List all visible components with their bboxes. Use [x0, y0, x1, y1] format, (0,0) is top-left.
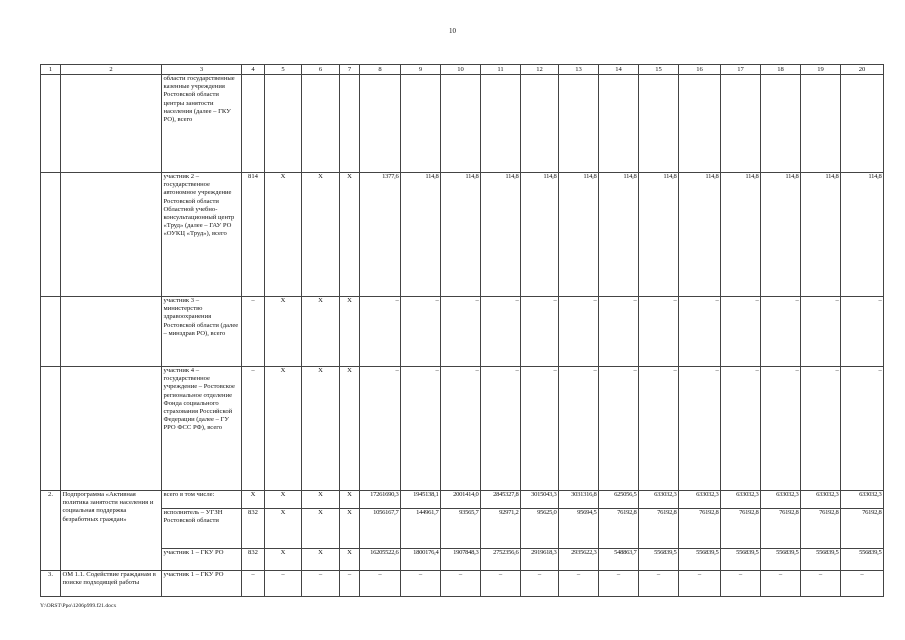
row-number	[41, 75, 61, 173]
code-cell: Х	[340, 173, 360, 297]
value-cell: –	[679, 297, 721, 367]
row-number	[41, 297, 61, 367]
value-cell: 556839,5	[841, 549, 884, 571]
column-number: 17	[721, 65, 761, 75]
value-cell: –	[559, 571, 599, 597]
code-cell: Х	[265, 509, 302, 549]
participant-name: области государственные казенные учреждения Ростовской области центры занятости населения (далее – ГКУ РО), всего	[162, 75, 242, 173]
value-cell: 114,8	[441, 173, 481, 297]
value-cell: 633032,3	[761, 491, 801, 509]
participant-name: участник 1 – ГКУ РО	[162, 571, 242, 597]
code-cell: Х	[302, 297, 340, 367]
column-number: 7	[340, 65, 360, 75]
value-cell: 114,8	[639, 173, 679, 297]
value-cell: 1907848,3	[441, 549, 481, 571]
value-cell: 114,8	[599, 173, 639, 297]
value-cell: 556839,5	[721, 549, 761, 571]
table-row	[41, 173, 884, 297]
program-name	[61, 173, 162, 297]
value-cell	[721, 75, 761, 173]
value-cell: 633032,3	[721, 491, 761, 509]
code-cell	[242, 75, 265, 173]
value-cell: 3015043,3	[521, 491, 559, 509]
value-cell: –	[841, 367, 884, 491]
code-cell: Х	[340, 367, 360, 491]
value-cell	[521, 75, 559, 173]
column-number: 5	[265, 65, 302, 75]
participant-name: участник 3 – министерство здравоохранения Ростовской области (далее – минздрав РО), всего	[162, 297, 242, 367]
code-cell: Х	[340, 509, 360, 549]
code-cell: –	[242, 367, 265, 491]
value-cell: –	[441, 571, 481, 597]
value-cell: 2001414,0	[441, 491, 481, 509]
column-number: 4	[242, 65, 265, 75]
value-cell: –	[801, 571, 841, 597]
column-number: 16	[679, 65, 721, 75]
budget-table	[40, 64, 884, 597]
value-cell: –	[721, 571, 761, 597]
table-row	[41, 367, 884, 491]
column-number: 10	[441, 65, 481, 75]
value-cell: –	[721, 367, 761, 491]
value-cell: –	[521, 297, 559, 367]
value-cell	[801, 75, 841, 173]
value-cell	[679, 75, 721, 173]
value-cell: 548863,7	[599, 549, 639, 571]
column-number: 3	[162, 65, 242, 75]
value-cell: 114,8	[721, 173, 761, 297]
value-cell: –	[841, 297, 884, 367]
code-cell: Х	[265, 491, 302, 509]
code-cell: 832	[242, 509, 265, 549]
column-number: 11	[481, 65, 521, 75]
value-cell: –	[801, 297, 841, 367]
value-cell: 95694,5	[559, 509, 599, 549]
value-cell: 92971,2	[481, 509, 521, 549]
code-cell: –	[340, 571, 360, 597]
value-cell: –	[801, 367, 841, 491]
value-cell: 1377,6	[360, 173, 401, 297]
code-cell: –	[242, 297, 265, 367]
value-cell: 144961,7	[401, 509, 441, 549]
code-cell: Х	[265, 367, 302, 491]
column-number: 14	[599, 65, 639, 75]
code-cell	[302, 75, 340, 173]
value-cell	[559, 75, 599, 173]
value-cell: 3031316,8	[559, 491, 599, 509]
row-number	[41, 173, 61, 297]
program-name: Подпрограмма «Активная политика занятости населения и социальная поддержка безработных граждан»	[61, 491, 162, 571]
code-cell: –	[302, 571, 340, 597]
code-cell: Х	[302, 173, 340, 297]
value-cell: 76192,8	[679, 509, 721, 549]
value-cell: –	[521, 571, 559, 597]
code-cell: Х	[302, 367, 340, 491]
program-name	[61, 367, 162, 491]
table-row	[41, 571, 884, 597]
code-cell: Х	[265, 173, 302, 297]
value-cell: –	[401, 297, 441, 367]
row-number	[41, 367, 61, 491]
value-cell: –	[841, 571, 884, 597]
code-cell: –	[242, 571, 265, 597]
value-cell: –	[441, 367, 481, 491]
value-cell: –	[401, 367, 441, 491]
value-cell: 114,8	[559, 173, 599, 297]
value-cell: 95625,0	[521, 509, 559, 549]
value-cell: –	[559, 297, 599, 367]
value-cell: –	[599, 367, 639, 491]
value-cell: 633032,3	[639, 491, 679, 509]
value-cell: 625056,5	[599, 491, 639, 509]
value-cell: 114,8	[521, 173, 559, 297]
table-row	[41, 297, 884, 367]
participant-name: исполнитель – УГЗН Ростовской области	[162, 509, 242, 549]
value-cell: 76192,8	[761, 509, 801, 549]
value-cell: 633032,3	[679, 491, 721, 509]
file-path-footer: Y:\ORST\Ppo\1206p999.f21.docx	[40, 603, 117, 609]
value-cell	[841, 75, 884, 173]
value-cell: 1056167,7	[360, 509, 401, 549]
value-cell: –	[721, 297, 761, 367]
value-cell: –	[679, 571, 721, 597]
value-cell: –	[679, 367, 721, 491]
value-cell: 556839,5	[679, 549, 721, 571]
column-number: 19	[801, 65, 841, 75]
table-row	[41, 549, 884, 571]
code-cell: Х	[302, 491, 340, 509]
column-number-row	[41, 65, 884, 75]
code-cell: Х	[340, 549, 360, 571]
program-name	[61, 297, 162, 367]
value-cell: –	[360, 367, 401, 491]
table-row	[41, 491, 884, 509]
value-cell	[639, 75, 679, 173]
code-cell	[340, 75, 360, 173]
code-cell: Х	[242, 491, 265, 509]
value-cell: –	[481, 571, 521, 597]
value-cell: 1800176,4	[401, 549, 441, 571]
code-cell: –	[265, 571, 302, 597]
value-cell: 93565,7	[441, 509, 481, 549]
value-cell: 76192,8	[721, 509, 761, 549]
value-cell: –	[761, 367, 801, 491]
value-cell: 76192,8	[599, 509, 639, 549]
code-cell: Х	[340, 297, 360, 367]
value-cell: 16205522,6	[360, 549, 401, 571]
code-cell: Х	[265, 549, 302, 571]
column-number: 20	[841, 65, 884, 75]
value-cell: 2845327,8	[481, 491, 521, 509]
value-cell: –	[481, 367, 521, 491]
value-cell: –	[599, 297, 639, 367]
value-cell: 114,8	[801, 173, 841, 297]
table-row	[41, 75, 884, 173]
value-cell: –	[401, 571, 441, 597]
value-cell: –	[521, 367, 559, 491]
code-cell: Х	[265, 297, 302, 367]
value-cell: –	[761, 571, 801, 597]
value-cell	[761, 75, 801, 173]
column-number: 6	[302, 65, 340, 75]
value-cell: –	[639, 297, 679, 367]
value-cell: –	[639, 367, 679, 491]
value-cell: –	[761, 297, 801, 367]
participant-name: участник 2 – государственное автономное учреждение Ростовской области Областной учебно-консультационный центр «Труд» (далее – ГАУ РО «ОУКЦ «Труд»), всего	[162, 173, 242, 297]
value-cell: 633032,3	[841, 491, 884, 509]
row-number: 3.	[41, 571, 61, 597]
value-cell	[360, 75, 401, 173]
value-cell: 556839,5	[761, 549, 801, 571]
column-number: 15	[639, 65, 679, 75]
value-cell: 114,8	[679, 173, 721, 297]
value-cell: –	[559, 367, 599, 491]
column-number: 1	[41, 65, 61, 75]
value-cell: 114,8	[761, 173, 801, 297]
value-cell: –	[360, 297, 401, 367]
code-cell	[265, 75, 302, 173]
program-name	[61, 75, 162, 173]
value-cell: 114,8	[401, 173, 441, 297]
value-cell: 114,8	[481, 173, 521, 297]
column-number: 13	[559, 65, 599, 75]
value-cell: 2752356,6	[481, 549, 521, 571]
column-number: 18	[761, 65, 801, 75]
column-number: 2	[61, 65, 162, 75]
value-cell: –	[599, 571, 639, 597]
page-number: 10	[449, 27, 456, 35]
column-number: 9	[401, 65, 441, 75]
participant-name: участник 1 – ГКУ РО	[162, 549, 242, 571]
value-cell: –	[639, 571, 679, 597]
value-cell: –	[481, 297, 521, 367]
value-cell: 633032,3	[801, 491, 841, 509]
column-number: 12	[521, 65, 559, 75]
value-cell: 556839,5	[639, 549, 679, 571]
value-cell	[599, 75, 639, 173]
program-name: ОМ 1.1. Содействие гражданам в поиске подходящей работы	[61, 571, 162, 597]
table-row	[41, 509, 884, 549]
value-cell: 2935622,3	[559, 549, 599, 571]
row-number: 2.	[41, 491, 61, 571]
value-cell: 556839,5	[801, 549, 841, 571]
value-cell: 2919618,3	[521, 549, 559, 571]
participant-name: всего в том числе:	[162, 491, 242, 509]
value-cell	[401, 75, 441, 173]
value-cell: 76192,8	[801, 509, 841, 549]
value-cell: 1945138,1	[401, 491, 441, 509]
value-cell: –	[441, 297, 481, 367]
code-cell: Х	[340, 491, 360, 509]
value-cell: 17261690,3	[360, 491, 401, 509]
value-cell: 76192,8	[639, 509, 679, 549]
code-cell: 814	[242, 173, 265, 297]
column-number: 8	[360, 65, 401, 75]
code-cell: Х	[302, 509, 340, 549]
code-cell: Х	[302, 549, 340, 571]
participant-name: участник 4 – государственное учреждение – Ростовское региональное отделение Фонда социального страхования Российской Федерации (далее – ГУ РРО ФСС РФ), всего	[162, 367, 242, 491]
value-cell	[481, 75, 521, 173]
code-cell: 832	[242, 549, 265, 571]
value-cell: –	[360, 571, 401, 597]
value-cell: 76192,8	[841, 509, 884, 549]
value-cell	[441, 75, 481, 173]
value-cell: 114,8	[841, 173, 884, 297]
